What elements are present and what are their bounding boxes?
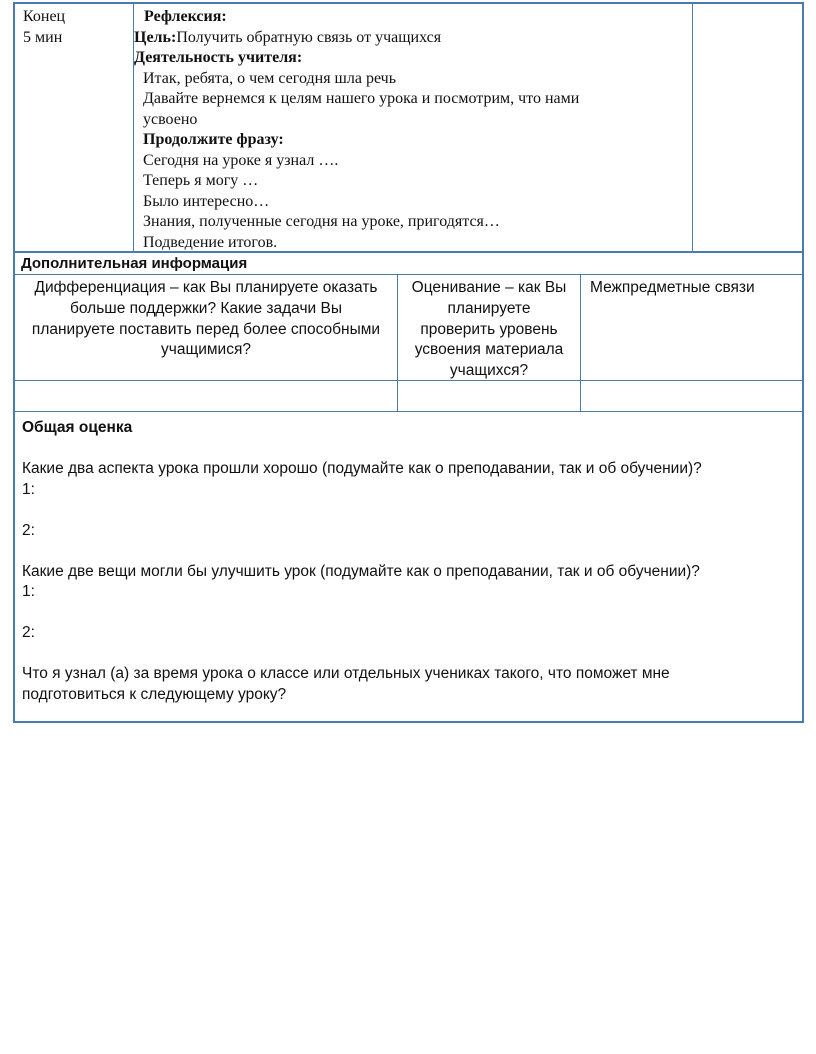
additional-heading: Дополнительная информация [21, 255, 248, 272]
empty-cell [693, 4, 802, 251]
question-2: Какие две вещи могли бы улучшить урок (подумайте как о преподавании, так и об обучении)? [22, 562, 700, 580]
phrase-item: Подведение итогов. [143, 233, 278, 251]
cross-curricular-cell [581, 275, 802, 380]
goal-text: Получить обратную связь от учащихся [176, 28, 442, 46]
lesson-plan-table [13, 2, 804, 723]
additional-empty-row [15, 381, 802, 411]
answer-label: 2: [22, 521, 35, 539]
differentiation-text: Дифференциация – как Вы планируете оказать [34, 279, 378, 296]
goal-label: Цель: [134, 28, 177, 46]
overall-heading: Общая оценка [22, 419, 133, 436]
stage-name: Конец [23, 8, 66, 25]
question-3: подготовиться к следующему уроку? [22, 685, 287, 703]
phrase-item: Было интересно… [143, 192, 270, 210]
cross-curricular-text: Межпредметные связи [590, 279, 755, 296]
assessment-text: учащихся? [449, 362, 529, 380]
differentiation-text: учащимися? [161, 341, 251, 359]
phrase-item: Теперь я могу … [143, 172, 259, 189]
additional-columns-row [15, 275, 802, 380]
question-3: Что я узнал (а) за время урока о классе или отдельных учениках такого, что поможет мне [22, 665, 670, 682]
differentiation-text: планируете поставить перед более способными [31, 320, 381, 338]
stage-cell [15, 4, 133, 251]
answer-label: 1: [22, 480, 35, 498]
assessment-text: Оценивание – как Вы [411, 279, 567, 296]
reflection-heading: Рефлексия: [144, 8, 227, 25]
assessment-text: проверить уровень [420, 320, 558, 338]
stage-duration: 5 мин [23, 28, 63, 46]
reflection-cell [134, 4, 692, 251]
phrase-item: Сегодня на уроке я узнал …. [143, 151, 339, 169]
reflection-line: усвоено [143, 110, 198, 128]
answer-label: 2: [22, 624, 35, 641]
reflection-line: Давайте вернемся к целям нашего урока и посмотрим, что нами [143, 90, 580, 107]
reflection-line: Итак, ребята, о чем сегодня шла речь [143, 69, 396, 87]
phrase-label: Продолжите фразу: [143, 131, 284, 148]
answer-label: 1: [22, 583, 35, 600]
additional-heading-row [15, 253, 802, 274]
assessment-text: усвоения материала [414, 341, 564, 359]
differentiation-cell [15, 275, 397, 380]
assessment-text: планируете [447, 299, 531, 317]
question-1: Какие два аспекта урока прошли хорошо (подумайте как о преподавании, так и об обучении)? [22, 460, 702, 477]
overall-row [15, 412, 802, 721]
reflection-row [15, 4, 802, 251]
differentiation-text: больше поддержки? Какие задачи Вы [70, 299, 342, 317]
assessment-cell [398, 275, 580, 380]
reflection-goal [134, 28, 692, 49]
activity-label: Деятельность учителя: [134, 49, 303, 66]
phrase-item: Знания, полученные сегодня на уроке, пригодятся… [143, 213, 500, 230]
